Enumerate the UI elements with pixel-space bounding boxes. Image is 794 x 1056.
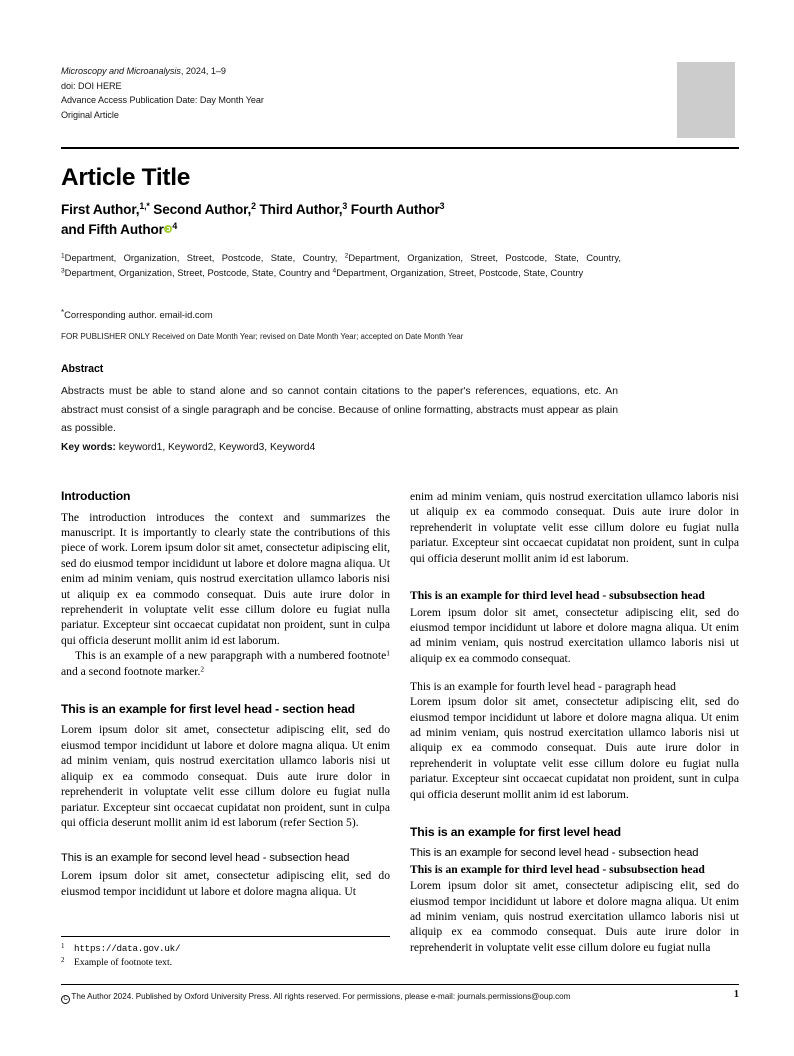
keywords-label: Key words: [61,442,116,453]
footnote-marker-2[interactable]: 2 [200,663,205,673]
keywords [61,440,618,455]
body-column-left [61,489,390,899]
journal-name: Microscopy and Microanalysis [61,66,181,76]
corresponding-author-note [61,306,621,322]
affiliation-3-text: Department, Organization, Street, Postcode, State, Country and [64,267,333,279]
keywords-value: keyword1, Keyword2, Keyword3, Keyword4 [115,442,316,453]
masthead-doi: doi: DOI HERE [61,80,122,91]
heading-third-level-subsubsection: This is an example for third level head - subsubsection head [410,589,705,603]
orcid-icon[interactable] [164,225,172,233]
author-5-name: and Fifth Author [61,221,164,237]
footnote-marker-1[interactable]: 1 [386,648,390,658]
heading-second-level-subsection: This is an example for second level head - subsection head [61,852,350,865]
masthead-article-type: Original Article [61,109,119,120]
spacer [410,566,739,589]
journal-masthead [61,64,621,122]
paper-page [61,0,739,1056]
author-5-affiliation-marker: 4 [172,220,178,231]
author-2-name: Second Author, [149,202,252,217]
publisher-logo-placeholder [677,62,735,138]
publisher-only-label: FOR PUBLISHER ONLY [61,332,150,341]
page-number: 1 [733,989,739,1000]
footnote-number-2: 2 [61,956,65,964]
author-2-affiliation-marker: 2 [251,201,256,212]
affiliation-3-marker: 3 [61,268,65,276]
corresponding-author-marker: * [61,308,65,317]
affiliation-1-text: Department, Organization, Street, Postcode, State, Country, [64,252,345,263]
affiliation-4-text: Department, Organization, Street, Postcode, State, Country [336,267,584,279]
body-column-right [410,489,739,955]
spacer [410,666,739,679]
publication-dates: Received on Date Month Year; revised on Date Month Year; accepted on Date Month Year [149,332,464,341]
footnote-number-1: 1 [61,942,65,950]
spacer [61,830,390,851]
introduction-paragraph-2-part-2: and a second footnote marker. [61,664,201,678]
heading-first-level-second: This is an example for first level head [410,825,621,840]
spacer [410,802,739,825]
third-level-subsubsection-body: Lorem ipsum dolor sit amet, consectetur adipiscing elit, sed do eiusmod tempor incididunt ut labore et dolore magna aliqua. Ut enim ad minim veniam, quis nostrud exercitation ullamco laboris nisi ut aliquip ex ea commodo consequat. [410,605,739,665]
introduction-paragraph-2-part-1: This is an example of a new parapgraph with a numbered footnote [75,649,387,663]
heading-third-level-second: This is an example for third level head - subsubsection head [410,862,705,876]
footnote-item-2 [61,956,390,970]
continued-paragraph: enim ad minim veniam, quis nostrud exercitation ullamco laboris nisi ut aliquip ex ea commodo consequat. Duis aute irure dolor in reprehenderit in voluptate velit esse cillum dolore eu fugiat nulla pariatur. Excepteur sint occaecat cupidatat non proident, sunt in culpa qui officia deserunt mollit anim id est laborum. [410,490,739,565]
abstract-body: Abstracts must be able to stand alone and so cannot contain citations to the paper's references, equations, etc. An abstract must consist of a single paragraph and be concise. Because of online formatting, abstracts must appear as plain as possible. [61,386,618,435]
fourth-level-paragraph-body: Lorem ipsum dolor sit amet, consectetur adipiscing elit, sed do eiusmod tempor incididunt ut labore et dolore magna aliqua. Ut enim ad minim veniam, quis nostrud exercitation ullamco laboris nisi ut aliquip ex ea commodo consequat. Duis aute irure dolor in reprehenderit in voluptate velit esse cillum dolore eu fugiat nulla pariatur. Excepteur sint occaecat cupidatat non proident, sunt in culpa qui officia deserunt mollit anim id est laborum. [410,695,739,801]
copyright-line [61,991,570,1004]
footnote-divider-rule [61,936,390,937]
introduction-paragraph-1: The introduction introduces the context and summarizes the manuscript. It is importantly to clearly state the contributions of this piece of work. Lorem ipsum dolor sit amet, consectetur adipiscing elit, sed do eiusmod tempor incididunt ut labore et dolore magna aliqua. Ut enim ad minim veniam, quis nostrud exercitation ullamco laboris nisi ut aliquip ex ea commodo consequat. Duis aute irure dolor in reprehenderit in voluptate velit esse cillum dolore eu fugiat nulla pariatur. Excepteur sint occaecat cupidatat non proident, sunt in culpa qui officia deserunt mollit anim id est laborum. [61,510,390,647]
heading-introduction: Introduction [61,489,131,503]
heading-fourth-level-paragraph: This is an example for fourth level head - paragraph head [410,680,676,694]
copyright-icon: C [61,995,70,1004]
publisher-only-note [61,331,681,343]
spacer [61,679,390,702]
heading-second-level-second: This is an example for second level head - subsection head [410,846,699,859]
author-4-name: Fourth Author [347,202,440,217]
masthead-advance-access-date: Advance Access Publication Date: Day Month Year [61,95,264,106]
masthead-journal-line [61,64,621,79]
footer-divider-rule [61,984,739,985]
masthead-divider-rule [61,147,739,149]
author-4-affiliation-marker: 3 [439,201,445,212]
journal-volume-pages: , 2024, 1–9 [180,66,226,76]
second-level-subsection-body: Lorem ipsum dolor sit amet, consectetur adipiscing elit, sed do eiusmod tempor incididunt ut labore et dolore magna aliqua. Ut [61,869,390,898]
footnote-item-1 [61,942,390,956]
heading-first-level-section: This is an example for first level head - section head [61,701,355,716]
article-title: Article Title [61,164,191,191]
abstract-heading: Abstract [61,363,104,375]
affiliation-4-marker: 4 [332,268,337,276]
author-1-name: First Author, [61,202,140,217]
affiliation-2-text: Department, Organization, Street, Postcode, State, Country, [348,252,621,263]
introduction-paragraph-2 [61,648,390,679]
affiliations [61,250,621,281]
footnote-url-1[interactable]: https://data.gov.uk/ [74,943,181,954]
first-level-section-body: Lorem ipsum dolor sit amet, consectetur adipiscing elit, sed do eiusmod tempor incididunt ut labore et dolore magna aliqua. Ut enim ad minim veniam, quis nostrud exercitation ullamco laboris nisi ut aliquip ex ea commodo consequat. Duis aute irure dolor in reprehenderit in voluptate velit esse cillum dolore eu fugiat nulla pariatur. Excepteur sint occaecat cupidatat non proident, sunt in culpa qui officia deserunt mollit anim id est laborum (refer Section 5). [61,723,390,829]
footnotes-area [61,936,390,970]
affiliation-1-marker: 1 [61,252,65,260]
copyright-text: The Author 2024. Published by Oxford University Press. All rights reserved. For permissions, please e-mail: journals.permissions@oup.com [71,992,571,1001]
title-block [61,164,621,239]
corresponding-author-text: Corresponding author. email-id.com [64,308,213,320]
author-list [61,200,621,239]
affiliation-2-marker: 2 [344,252,349,260]
author-1-affiliation-marker: 1,* [139,201,150,212]
final-body-paragraph: Lorem ipsum dolor sit amet, consectetur adipiscing elit, sed do eiusmod tempor incididunt ut labore et dolore magna aliqua. Ut enim ad minim veniam, quis nostrud exercitation ullamco laboris nisi ut aliquip ex ea commodo consequat. Duis aute irure dolor in reprehenderit in voluptate velit esse cillum dolore eu fugiat nulla [410,879,739,954]
footnote-text-2: Example of footnote text. [74,957,173,968]
author-3-name: Third Author, [255,202,343,217]
author-3-affiliation-marker: 3 [342,201,348,212]
